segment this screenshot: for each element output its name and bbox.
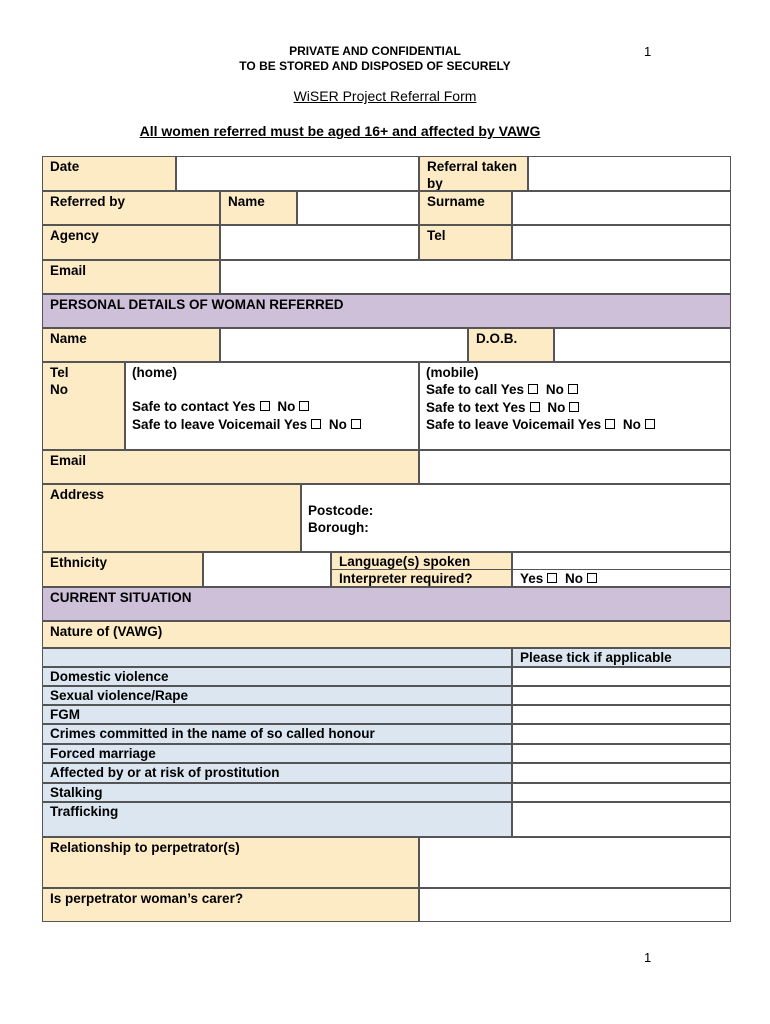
interpreter-no-text: No (565, 571, 584, 586)
safe-call-no-checkbox[interactable] (568, 384, 578, 394)
vawg-tick-cell[interactable] (512, 686, 731, 705)
safe-contact-yes-checkbox[interactable] (260, 401, 270, 411)
language-field[interactable] (512, 552, 731, 570)
carer-label: Is perpetrator woman’s carer? (42, 888, 419, 922)
date-field[interactable] (176, 156, 419, 191)
interpreter-no-checkbox[interactable] (587, 573, 597, 583)
voicemail-mobile-no-checkbox[interactable] (645, 419, 655, 429)
safe-call-text: Safe to call Yes (426, 382, 525, 397)
vawg-tick-cell[interactable] (512, 744, 731, 763)
safe-text-no-checkbox[interactable] (569, 402, 579, 412)
safe-contact-no-checkbox[interactable] (299, 401, 309, 411)
voicemail-mobile-no-text: No (622, 417, 641, 432)
dob-field[interactable] (554, 328, 731, 362)
nature-of-vawg-label: Nature of (VAWG) (42, 621, 731, 648)
vawg-item: Forced marriage (42, 744, 512, 763)
storage-notice: TO BE STORED AND DISPOSED OF SECURELY (239, 59, 511, 73)
carer-field[interactable] (419, 888, 731, 922)
mobile-label: (mobile) (426, 365, 479, 380)
safe-voicemail-mobile-row (426, 416, 659, 433)
surname-field[interactable] (512, 191, 731, 225)
tel-label: Tel (419, 225, 512, 260)
date-label: Date (42, 156, 176, 191)
agency-field[interactable] (220, 225, 419, 260)
vawg-item: Crimes committed in the name of so called honour (42, 724, 512, 744)
vawg-item: FGM (42, 705, 512, 724)
interpreter-field (512, 569, 731, 587)
tick-header: Please tick if applicable (512, 648, 731, 667)
safe-call-row (426, 381, 582, 398)
referral-taken-by-label: Referral taken by (419, 156, 528, 191)
ethnicity-label: Ethnicity (42, 552, 203, 587)
address-label: Address (42, 484, 301, 552)
woman-email-label: Email (42, 450, 419, 484)
eligibility-note: All women referred must be aged 16+ and affected by VAWG (139, 123, 541, 139)
page-number-bottom: 1 (644, 950, 652, 965)
safe-call-no-text: No (545, 382, 564, 397)
safe-contact-row (132, 398, 313, 415)
vawg-item: Trafficking (42, 802, 512, 837)
vawg-item: Affected by or at risk of prostitution (42, 763, 512, 783)
referred-by-label: Referred by (42, 191, 220, 225)
voicemail-home-yes-checkbox[interactable] (311, 419, 321, 429)
tel-no-text: Tel No (50, 365, 69, 397)
vawg-tick-cell[interactable] (512, 667, 731, 686)
relationship-label: Relationship to perpetrator(s) (42, 837, 419, 888)
vawg-tick-cell[interactable] (512, 705, 731, 724)
safe-contact-no-text: No (277, 399, 296, 414)
referral-taken-by-field[interactable] (528, 156, 731, 191)
woman-name-field[interactable] (220, 328, 468, 362)
dob-label: D.O.B. (468, 328, 554, 362)
safe-call-yes-checkbox[interactable] (528, 384, 538, 394)
borough-label: Borough: (308, 520, 369, 535)
tel-no-label (42, 362, 125, 450)
personal-details-heading: PERSONAL DETAILS OF WOMAN REFERRED (42, 294, 731, 328)
interpreter-yes-text: Yes (520, 571, 544, 586)
voicemail-home-no-text: No (328, 417, 347, 432)
relationship-field[interactable] (419, 837, 731, 888)
vawg-tick-cell[interactable] (512, 763, 731, 783)
interpreter-yes-checkbox[interactable] (547, 573, 557, 583)
surname-label: Surname (419, 191, 512, 225)
current-situation-heading: CURRENT SITUATION (42, 587, 731, 621)
safe-voicemail-home-row (132, 416, 365, 433)
language-label: Language(s) spoken (331, 552, 512, 570)
safe-text-no-text: No (547, 400, 566, 415)
voicemail-home-no-checkbox[interactable] (351, 419, 361, 429)
vawg-tick-cell[interactable] (512, 724, 731, 744)
confidential-line: PRIVATE AND CONFIDENTIAL (289, 44, 461, 58)
ethnicity-field[interactable] (203, 552, 331, 587)
vawg-item: Domestic violence (42, 667, 512, 686)
vawg-tick-cell[interactable] (512, 802, 731, 837)
referrer-email-field[interactable] (220, 260, 731, 294)
safe-contact-text: Safe to contact Yes (132, 399, 256, 414)
voicemail-mobile-yes-checkbox[interactable] (605, 419, 615, 429)
woman-name-label: Name (42, 328, 220, 362)
safe-text-row (426, 399, 583, 416)
form-title: WiSER Project Referral Form (293, 88, 477, 104)
referrer-email-label: Email (42, 260, 220, 294)
tick-header-blank (42, 648, 512, 667)
interpreter-label: Interpreter required? (331, 569, 512, 587)
referrer-name-field[interactable] (297, 191, 419, 225)
vawg-item: Stalking (42, 783, 512, 802)
safe-voicemail-mobile-text: Safe to leave Voicemail Yes (426, 417, 602, 432)
agency-label: Agency (42, 225, 220, 260)
safe-text-text: Safe to text Yes (426, 400, 526, 415)
vawg-tick-cell[interactable] (512, 783, 731, 802)
woman-email-field[interactable] (419, 450, 731, 484)
safe-voicemail-home-text: Safe to leave Voicemail Yes (132, 417, 308, 432)
tel-field[interactable] (512, 225, 731, 260)
vawg-item: Sexual violence/Rape (42, 686, 512, 705)
safe-text-yes-checkbox[interactable] (530, 402, 540, 412)
page-number-top: 1 (644, 44, 652, 59)
referrer-name-label: Name (220, 191, 297, 225)
home-label: (home) (132, 365, 177, 380)
postcode-label: Postcode: (308, 503, 374, 518)
